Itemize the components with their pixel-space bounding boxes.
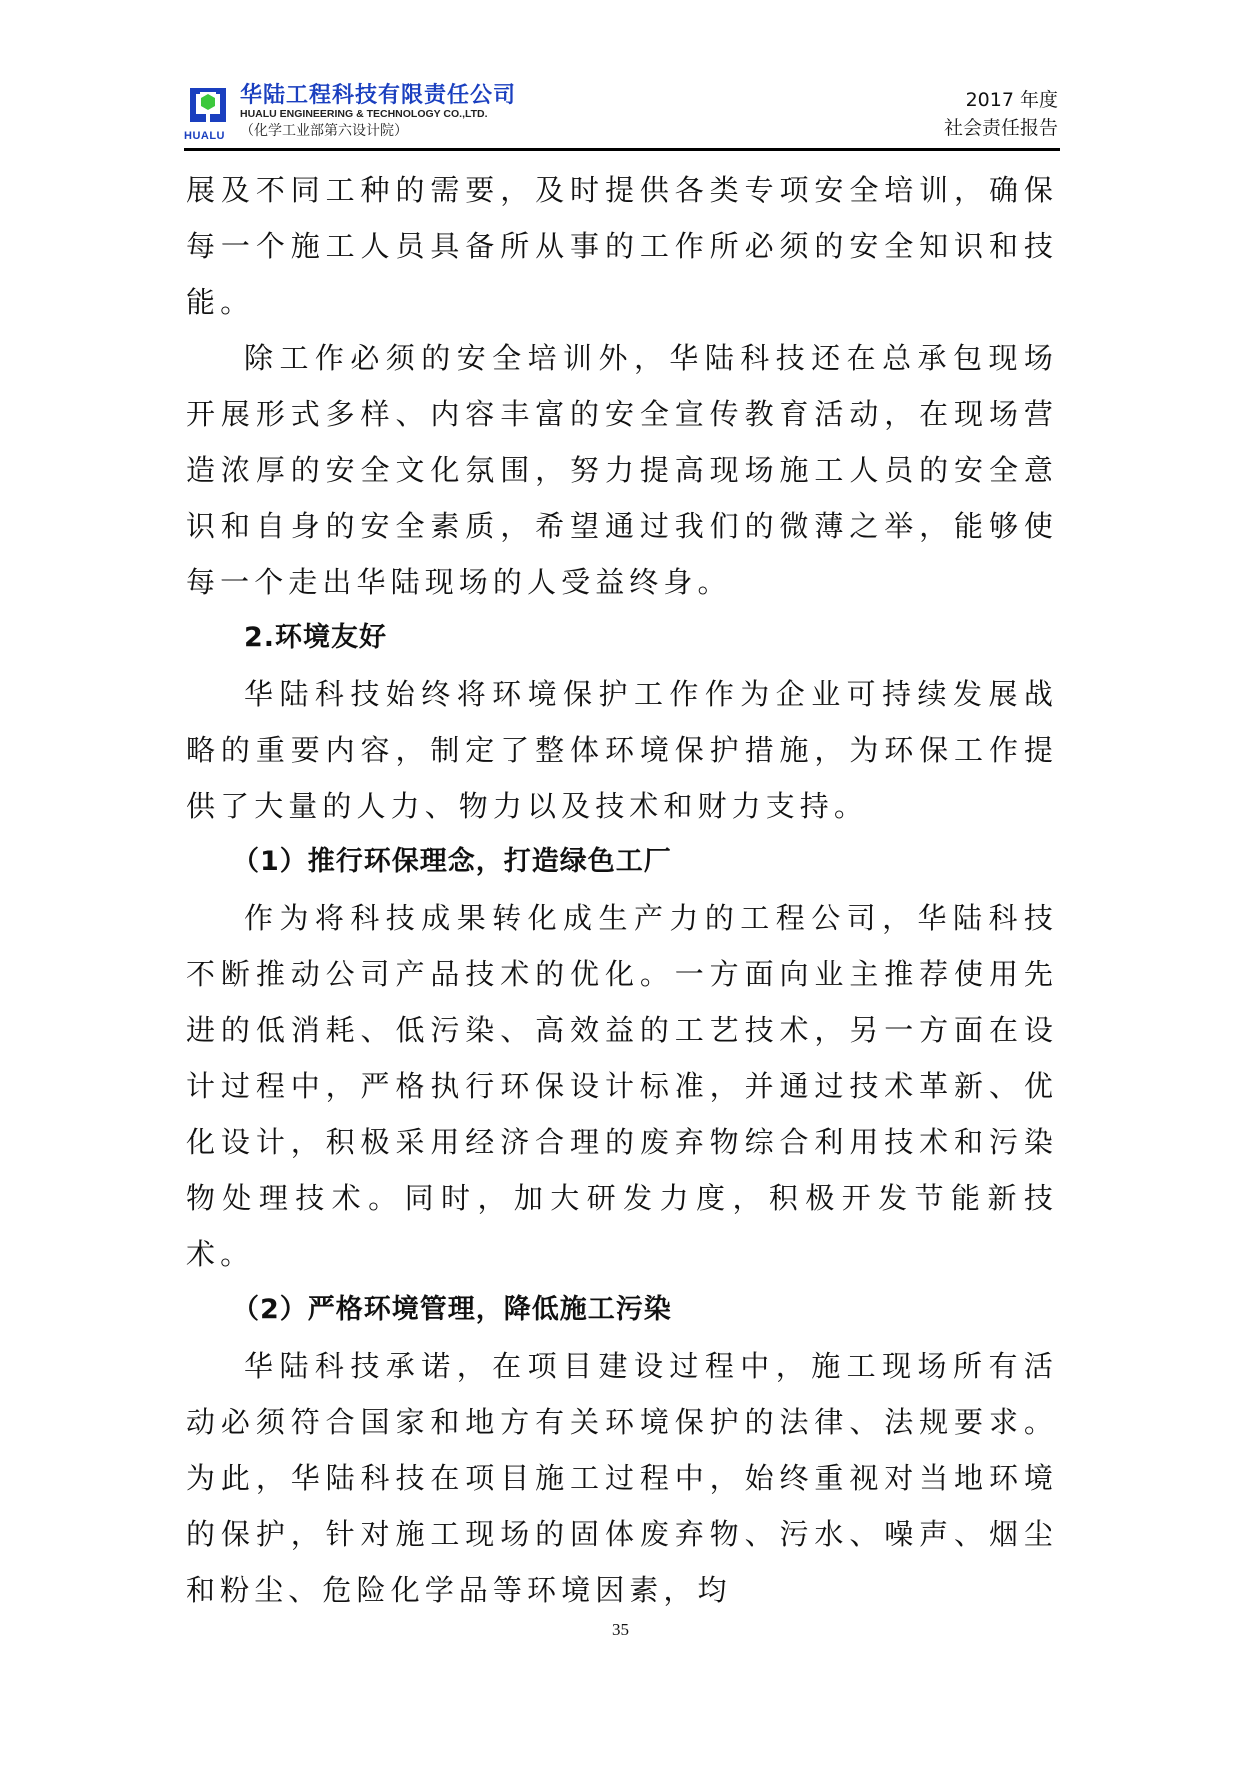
paragraph: 华陆科技承诺，在项目建设过程中，施工现场所有活动必须符合国家和地方有关环境保护的法律、法规要求。为此，华陆科技在项目施工过程中，始终重视对当地环境的保护，针对施工现场的固体废弃物、污水、噪声、烟尘和粉尘、危险化学品等环境因素，均 [186, 1349, 1058, 1607]
report-title-block [944, 86, 1058, 142]
company-name-en: HUALU ENGINEERING & TECHNOLOGY CO.,LTD. [240, 108, 488, 120]
section-heading: 2.环境友好 [244, 622, 388, 653]
paragraph: 除工作必须的安全培训外，华陆科技还在总承包现场开展形式多样、内容丰富的安全宣传教育活动，在现场营造浓厚的安全文化氛围，努力提高现场施工人员的安全意识和自身的安全素质，希望通过我们的微薄之举，能够使每一个走出华陆现场的人受益终身。 [186, 341, 1058, 599]
company-subtitle: （化学工业部第六设计院） [240, 123, 408, 139]
page-content [186, 162, 1058, 1618]
page-header [184, 82, 1064, 148]
subsection-heading: （1）推行环保理念，打造绿色工厂 [232, 846, 672, 877]
header-divider [184, 148, 1060, 151]
paragraph: 展及不同工种的需要，及时提供各类专项安全培训，确保每一个施工人员具备所从事的工作所必须的安全知识和技能。 [186, 173, 1058, 319]
hualu-logo-icon [188, 84, 228, 126]
logo-wordmark: HUALU [184, 130, 225, 142]
report-title: 社会责任报告 [943, 117, 1058, 139]
subsection-heading: （2）严格环境管理，降低施工污染 [232, 1294, 672, 1325]
company-name-cn: 华陆工程科技有限责任公司 [240, 82, 517, 107]
company-name-block [240, 82, 516, 141]
company-logo [184, 84, 234, 144]
paragraph: 作为将科技成果转化成生产力的工程公司，华陆科技不断推动公司产品技术的优化。一方面向业主推荐使用先进的低消耗、低污染、高效益的工艺技术，另一方面在设计过程中，严格执行环保设计标准，并通过技术革新、优化设计，积极采用经济合理的废弃物综合利用技术和污染物处理技术。同时，加大研发力度，积极开发节能新技术。 [186, 901, 1058, 1271]
page-number: 35 [612, 1620, 629, 1639]
report-year: 2017 年度 [965, 89, 1058, 111]
paragraph: 华陆科技始终将环境保护工作作为企业可持续发展战略的重要内容，制定了整体环境保护措施，为环保工作提供了大量的人力、物力以及技术和财力支持。 [186, 677, 1058, 823]
